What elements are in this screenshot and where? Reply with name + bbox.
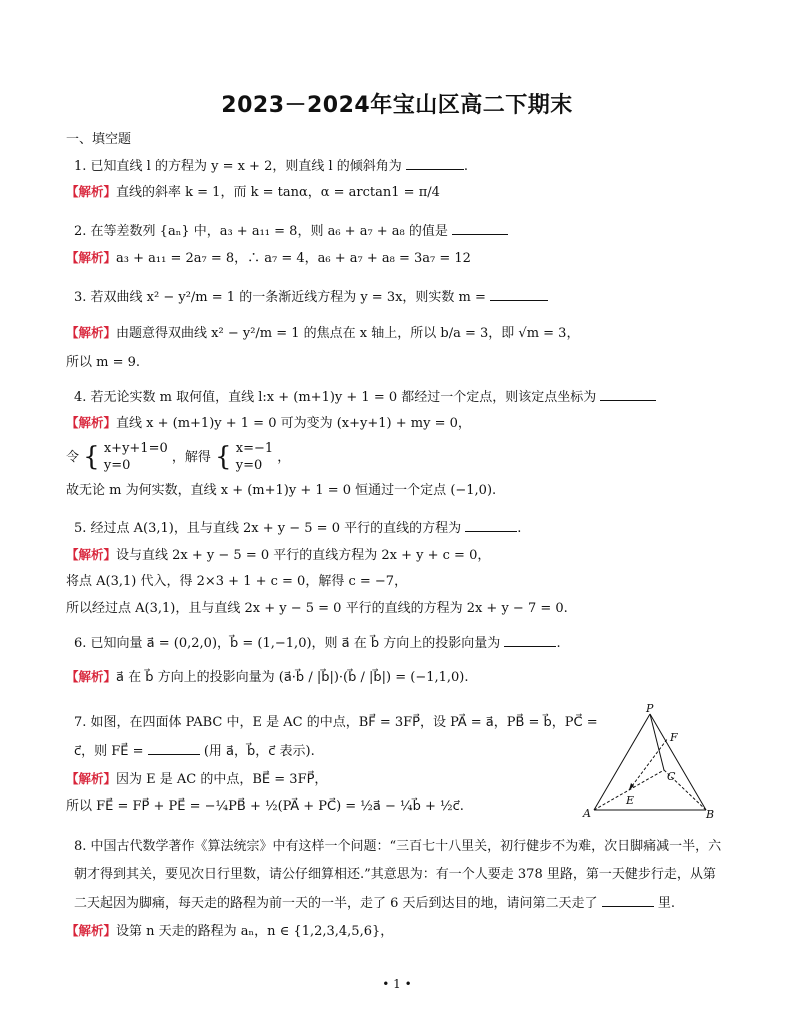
question-2-text: 2. 在等差数列 {aₙ} 中，a₃ + a₁₁ = 8，则 a₆ + a₇ + a₈ 的值是 <box>74 224 448 239</box>
vertex-label-b: B <box>706 808 715 820</box>
solution-8 <box>66 922 393 941</box>
question-6-end: . <box>556 636 561 651</box>
question-1 <box>74 157 468 176</box>
page-number: • 1 • <box>382 977 412 991</box>
equation: y=0 <box>103 458 131 473</box>
question-8-unit: 里. <box>657 896 675 911</box>
answer-blank <box>600 388 656 401</box>
vertex-label-c: C <box>667 770 676 783</box>
question-1-end: . <box>463 159 469 174</box>
question-3-text: 3. 若双曲线 x² − y²/m = 1 的一条渐近线方程为 y = 3x，则实数 m = <box>74 290 486 305</box>
question-7: 7. 如图，在四面体 PABC 中，E 是 AC 的中点，BF⃗ = 3FP⃗，设 PA⃗ = a⃗，PB⃗ = b⃗，PC⃗ = <box>74 715 598 730</box>
answer-blank <box>602 894 654 907</box>
solution-tag: 【解析】 <box>66 547 117 562</box>
solution-5-conclusion: 所以经过点 A(3,1)，且与直线 2x + y − 5 = 0 平行的直线的方程为 2x + y − 7 = 0. <box>66 601 568 616</box>
edge-pa <box>594 714 650 810</box>
question-7-hint: (用 a⃗，b⃗，c⃗ 表示). <box>203 744 315 759</box>
solution-4-conclusion: 故无论 m 为何实数，直线 x + (m+1)y + 1 = 0 恒通过一个定点 (−1,0). <box>66 483 497 498</box>
solution-7-text: 因为 E 是 AC 的中点，BE⃗ = 3FP⃗， <box>116 772 328 787</box>
answer-blank <box>504 634 556 647</box>
question-5-end: . <box>517 521 522 536</box>
vertex-label-a: A <box>583 807 591 820</box>
let-word: 令 <box>66 450 80 465</box>
equation-system-2 <box>236 440 273 474</box>
question-8-text: 二天起因为脚痛，每天走的路程为前一天的一半，走了 6 天后到达目的地，请问第二天走了 <box>74 896 598 911</box>
equation: x+y+1=0 <box>103 441 168 456</box>
answer-blank <box>148 742 200 755</box>
solution-7 <box>66 770 327 789</box>
question-1-text: 1. 已知直线 l 的方程为 y = x + 2，则直线 l 的倾斜角为 <box>74 159 402 174</box>
solution-5-text: 设与直线 2x + y − 5 = 0 平行的直线方程为 2x + y + c = 0， <box>116 548 491 563</box>
question-7-continued <box>74 742 315 761</box>
solution-tag: 【解析】 <box>66 184 117 199</box>
question-7-text: c⃗，则 FE⃗ = <box>74 744 144 759</box>
vertex-label-f: F <box>670 731 678 744</box>
answer-blank <box>465 519 517 532</box>
brace-icon: { <box>215 442 232 472</box>
equation-system-1 <box>104 440 168 474</box>
solution-4 <box>66 414 471 433</box>
solution-2-text: a₃ + a₁₁ = 2a₇ = 8，∴ a₇ = 4，a₆ + a₇ + a₈ = 3a₇ = 12 <box>116 251 471 266</box>
question-4 <box>74 388 656 407</box>
question-2 <box>74 222 508 241</box>
solution-4-text: 直线 x + (m+1)y + 1 = 0 可为变为 (x+y+1) + my = 0， <box>116 416 471 431</box>
question-4-text: 4. 若无论实数 m 取何值，直线 l:x + (m+1)y + 1 = 0 都经过一个定点，则该定点坐标为 <box>74 390 597 405</box>
brace-icon: { <box>83 442 100 472</box>
answer-blank <box>406 157 464 170</box>
edge-pb <box>650 714 706 810</box>
solution-7-conclusion: 所以 FE⃗ = FP⃗ + PE⃗ = −¼PB⃗ + ½(PA⃗ + PC⃗) = ½a⃗ − ¼b⃗ + ½c⃗. <box>66 799 464 814</box>
solution-3-conclusion: 所以 m = 9. <box>66 355 141 370</box>
solution-tag: 【解析】 <box>66 923 117 938</box>
solution-1 <box>66 183 440 202</box>
solution-3 <box>66 324 579 343</box>
question-8-line-3 <box>74 894 675 913</box>
edge-pc <box>650 714 664 770</box>
solution-3-text: 由题意得双曲线 x² − y²/m = 1 的焦点在 x 轴上，所以 b/a = 3，即 √m = 3， <box>116 326 580 341</box>
solution-2 <box>66 249 471 268</box>
vertex-label-p: P <box>646 704 654 715</box>
question-8-line-2: 朝才得到其关，要见次日行里数，请公仔细算相还.”其意思为：有一个人要走 378 里路，第一天健步行走，从第 <box>74 867 716 882</box>
solution-tag: 【解析】 <box>66 250 117 265</box>
solution-4-system <box>66 440 290 476</box>
solution-tag: 【解析】 <box>66 415 117 430</box>
solution-5 <box>66 546 490 565</box>
answer-blank <box>490 288 548 301</box>
solution-tag: 【解析】 <box>66 771 117 786</box>
tetrahedron-figure <box>580 704 716 820</box>
solution-6-text: a⃗ 在 b⃗ 方向上的投影向量为 (a⃗·b⃗ / |b⃗|)·(b⃗ / |b⃗|) = (−1,1,0). <box>116 670 469 685</box>
question-5-text: 5. 经过点 A(3,1)，且与直线 2x + y − 5 = 0 平行的直线的方程为 <box>74 521 462 536</box>
question-5 <box>74 519 521 538</box>
solution-5-step: 将点 A(3,1) 代入，得 2×3 + 1 + c = 0，解得 c = −7， <box>66 574 408 589</box>
vertex-label-e: E <box>626 794 635 807</box>
question-8: 8. 中国古代数学著作《算法统宗》中有这样一个问题：“三百七十八里关，初行健步不为难，次日脚痛减一半，六 <box>74 839 722 854</box>
solution-6 <box>66 668 469 687</box>
solution-1-text: 直线的斜率 k = 1，而 k = tanα，α = arctan1 = π/4 <box>116 185 440 200</box>
equation: y=0 <box>235 458 263 473</box>
section-heading: 一、填空题 <box>66 132 132 147</box>
question-3 <box>74 288 548 307</box>
solve-word: ，解得 <box>171 450 211 465</box>
solution-tag: 【解析】 <box>66 325 117 340</box>
comma: ， <box>277 450 291 465</box>
question-6 <box>74 634 561 653</box>
question-6-text: 6. 已知向量 a⃗ = (0,2,0)，b⃗ = (1,−1,0)，则 a⃗ 在 b⃗ 方向上的投影向量为 <box>74 636 501 651</box>
answer-blank <box>452 222 508 235</box>
solution-8-text: 设第 n 天走的路程为 aₙ，n ∈ {1,2,3,4,5,6}， <box>116 924 394 939</box>
page-title: 2023－2024年宝山区高二下期末 <box>221 93 573 118</box>
equation: x=−1 <box>235 441 274 456</box>
solution-tag: 【解析】 <box>66 669 117 684</box>
